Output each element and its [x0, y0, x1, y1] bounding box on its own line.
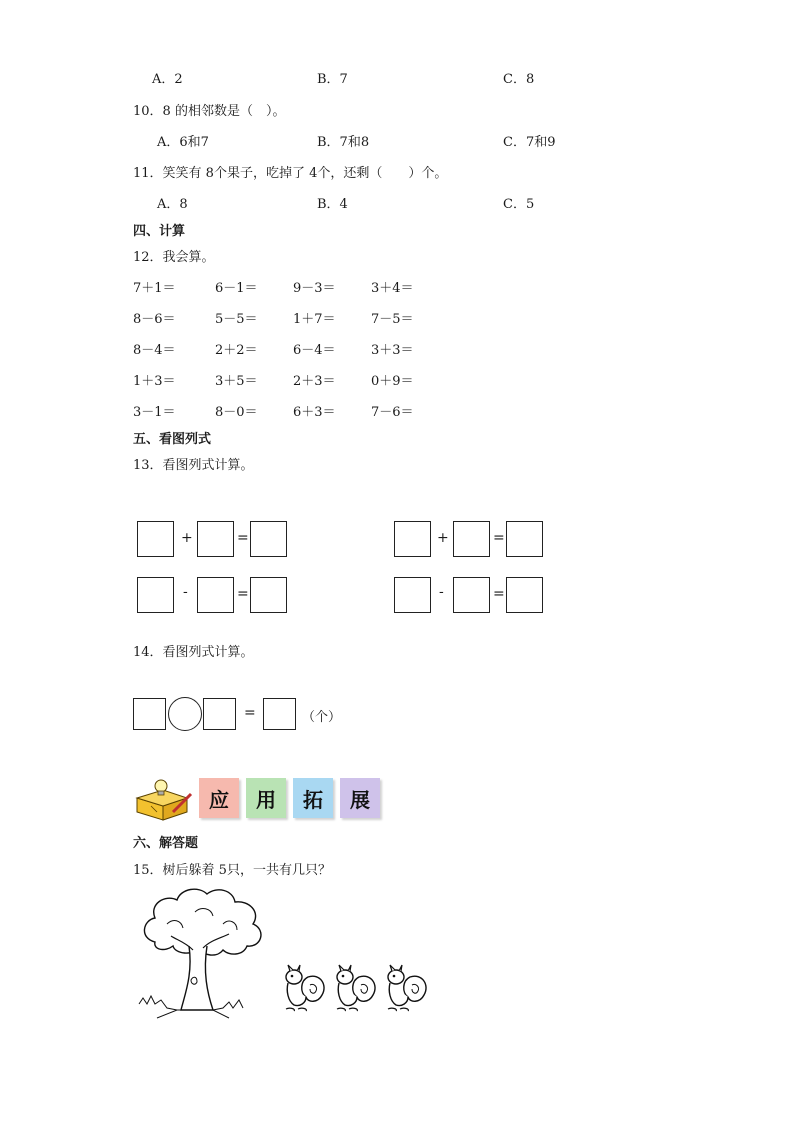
answer-box[interactable] — [250, 577, 287, 613]
q12-stem: 12．我会算。 — [133, 250, 215, 265]
plus-sign: + — [181, 530, 193, 546]
answer-box[interactable] — [137, 577, 174, 613]
answer-box[interactable] — [506, 577, 543, 613]
calc-problem: 1＋3＝ — [133, 374, 176, 389]
answer-box[interactable] — [197, 521, 234, 557]
calc-problem: 6＋3＝ — [293, 405, 336, 420]
q10-option-c[interactable]: C．7和9 — [503, 135, 556, 150]
q14-stem: 14．看图列式计算。 — [133, 645, 254, 660]
squirrel-icon — [329, 963, 381, 1015]
calc-problem: 8－4＝ — [133, 343, 176, 358]
calc-problem: 3＋5＝ — [215, 374, 258, 389]
q9-option-c[interactable]: C．8 — [503, 72, 535, 87]
answer-box[interactable] — [203, 698, 236, 730]
answer-box[interactable] — [250, 521, 287, 557]
calc-problem: 0＋9＝ — [371, 374, 414, 389]
banner-tile: 拓 — [293, 778, 333, 818]
calc-problem: 7－5＝ — [371, 312, 414, 327]
banner-tile: 展 — [340, 778, 380, 818]
q11-option-c[interactable]: C．5 — [503, 197, 535, 212]
answer-box[interactable] — [137, 521, 174, 557]
calc-problem: 2＋3＝ — [293, 374, 336, 389]
calc-problem: 5－5＝ — [215, 312, 258, 327]
plus-sign: + — [437, 530, 449, 546]
calc-problem: 2＋2＝ — [215, 343, 258, 358]
squirrel-icon — [278, 963, 330, 1015]
squirrel-icon — [380, 963, 432, 1015]
q10-stem: 10．8 的相邻数是（ ）。 — [133, 104, 286, 119]
answer-box[interactable] — [453, 577, 490, 613]
minus-sign: - — [183, 584, 188, 600]
q11-option-a[interactable]: A．8 — [157, 197, 188, 212]
calc-problem: 8－6＝ — [133, 312, 176, 327]
answer-box[interactable] — [394, 577, 431, 613]
q11-option-b[interactable]: B．4 — [317, 197, 348, 212]
operator-circle[interactable] — [168, 697, 202, 731]
q10-option-b[interactable]: B．7和8 — [317, 135, 370, 150]
calc-problem: 7－6＝ — [371, 405, 414, 420]
calc-problem: 6－1＝ — [215, 281, 258, 296]
q9-option-b[interactable]: B．7 — [317, 72, 348, 87]
section-6-title: 六、解答题 — [133, 836, 199, 851]
equals-sign: = — [493, 530, 505, 546]
answer-box[interactable] — [394, 521, 431, 557]
calc-problem: 9－3＝ — [293, 281, 336, 296]
q9-option-a[interactable]: A．2 — [152, 72, 183, 87]
equals-sign: = — [493, 586, 505, 602]
equals-sign: = — [237, 530, 249, 546]
equals-sign: = — [237, 586, 249, 602]
q13-stem: 13．看图列式计算。 — [133, 458, 254, 473]
tree-illustration — [137, 884, 271, 1024]
equals-sign: = — [244, 705, 256, 721]
q10-option-a[interactable]: A．6和7 — [157, 135, 209, 150]
section-4-title: 四、计算 — [133, 224, 186, 239]
answer-box[interactable] — [197, 577, 234, 613]
calc-problem: 3＋4＝ — [371, 281, 414, 296]
unit-label: （个） — [302, 710, 342, 725]
section-5-title: 五、看图列式 — [133, 432, 212, 447]
q15-stem: 15．树后躲着 5只，一共有几只？ — [133, 863, 331, 878]
answer-box[interactable] — [133, 698, 166, 730]
lightbulb-box-icon — [133, 776, 195, 822]
answer-box[interactable] — [263, 698, 296, 730]
answer-box[interactable] — [506, 521, 543, 557]
calc-problem: 3－1＝ — [133, 405, 176, 420]
calc-problem: 6－4＝ — [293, 343, 336, 358]
answer-box[interactable] — [453, 521, 490, 557]
calc-problem: 7＋1＝ — [133, 281, 176, 296]
calc-problem: 3＋3＝ — [371, 343, 414, 358]
calc-problem: 8－0＝ — [215, 405, 258, 420]
q11-stem: 11．笑笑有 8个果子，吃掉了 4个，还剩（ ）个。 — [133, 166, 448, 181]
banner-tile: 应 — [199, 778, 239, 818]
banner-tile: 用 — [246, 778, 286, 818]
minus-sign: - — [439, 584, 444, 600]
calc-problem: 1＋7＝ — [293, 312, 336, 327]
